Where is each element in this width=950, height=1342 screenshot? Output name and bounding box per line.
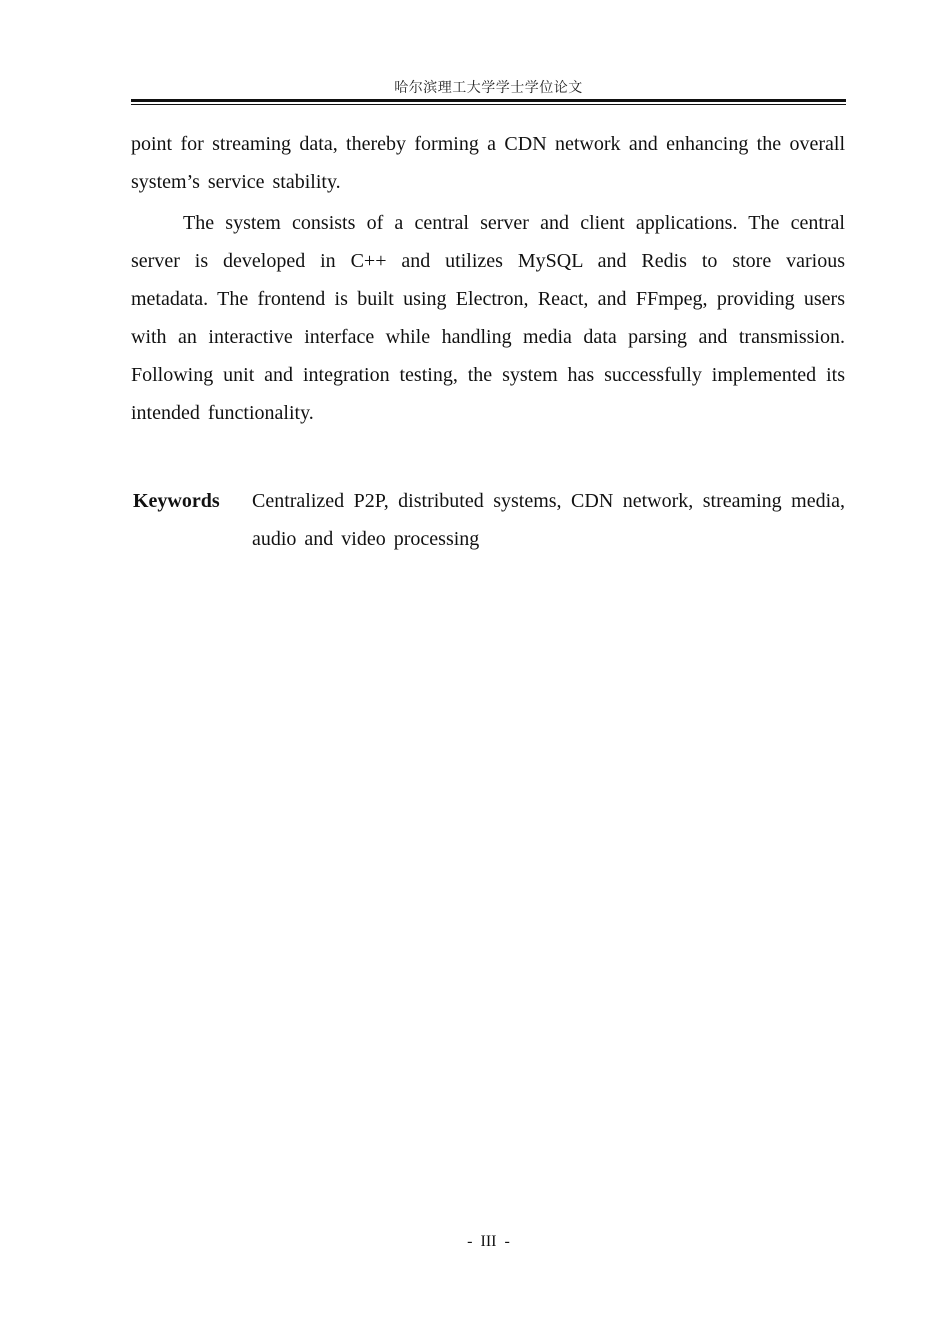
page-header-title: 哈尔滨理工大学学士学位论文 [394, 80, 583, 96]
keywords-text: Centralized P2P, distributed systems, CDN network, streaming media, audio and video processing [252, 490, 845, 550]
header-rule-thin [131, 104, 846, 105]
body-paragraph-2: The system consists of a central server and client applications. The central server is developed in C++ and utilizes MySQL and Redis to store various metadata. The frontend is built using Electron, React, and FFmpeg, providing users with an interactive interface while handling media data parsing and transmission. Following unit and integration testing, the system has successfully implemented its intended functionality. [131, 212, 845, 424]
header-rule-thick [131, 99, 846, 102]
body-paragraph-1: point for streaming data, thereby forming a CDN network and enhancing the overall system’s service stability. [131, 133, 845, 193]
keywords-label: Keywords [133, 490, 220, 512]
page-number: - III - [467, 1233, 510, 1250]
